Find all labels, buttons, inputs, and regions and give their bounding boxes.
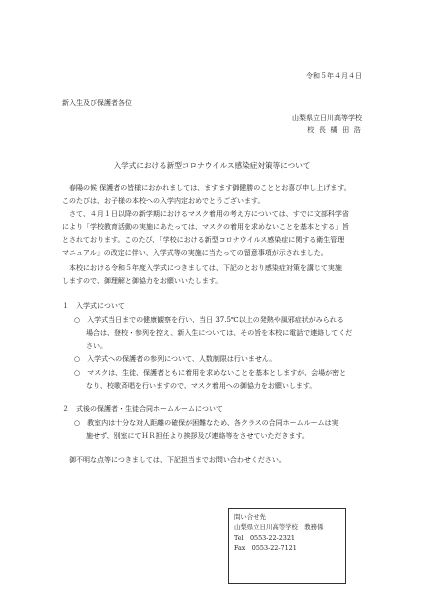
section1-item-line: なり、校歌斉唱を行いますので、マスク着用への御協力をお願いします。 <box>86 382 317 390</box>
addressee: 新入生及び保護者各位 <box>62 99 132 107</box>
section1-item-line: さい。 <box>86 342 107 350</box>
contact-box <box>228 508 346 584</box>
section2-item-line: 施せず、別室にてＨＲ担任より挨拶及び連絡等をさせていただきます。 <box>86 432 309 440</box>
closing-line: 御不明な点等につきましては、下記担当までお問い合わせください。 <box>62 456 286 464</box>
contact-tel: Tel 0553-22-2321 <box>234 533 295 542</box>
section1-item-line: ○ 入学式への保護者の参列について、人数制限は行いません。 <box>74 355 277 363</box>
contact-title: 問い合せ先 <box>234 513 266 521</box>
document-date: 令和５年４月４日 <box>306 72 362 80</box>
body-line: しますので、御理解と御協力をお願いいたします。 <box>62 277 223 285</box>
body-line: さて、４月１日以降の新学期におけるマスク着用の考え方については、すでに文部科学省 <box>62 210 349 218</box>
section-heading-2: ２ 式後の保護者・生徒合同ホームルームについて <box>62 405 223 413</box>
section1-item-line: ○ マスクは、生徒、保護者ともに着用を求めないことを基本としますが、会場が密と <box>74 369 347 377</box>
section2-item-line: ○ 教室内は十分な対人距離の確保が困難なため、各クラスの合同ホームルームは実 <box>74 419 339 427</box>
body-line: マニュアル」の改定に伴い、入学式等の実施に当たっての留意事項が示されました。 <box>62 249 328 257</box>
body-line: とされております。このたび、「学校における新型コロナウイルス感染症に関する衛生管理 <box>62 236 345 244</box>
body-line: 本校における令和５年度入学式につきましては、下記のとおり感染症対策を講じて実施 <box>62 264 342 272</box>
body-line: 春陽の候 保護者の皆様におかれましては、ますます御健勝のこととお喜び申し上げます。 <box>62 184 351 192</box>
body-line: により「学校教育活動の実施にあたっては、マスクの着用を求めないことを基本とする」旨 <box>62 223 349 231</box>
contact-fax: Fax 0553-22-7121 <box>234 544 297 553</box>
contact-org: 山梨県立日川高等学校 教務係 <box>234 523 324 532</box>
section-heading-1: １ 入学式について <box>62 302 125 310</box>
body-line: このたびは、お子様の本校への入学内定おめでとうございます。 <box>62 197 265 205</box>
school-name: 山梨県立日川高等学校 <box>292 114 362 122</box>
section1-item-line: ○ 入学式当日までの健康観察を行い、当日 37.5℃以上の発熱や風邪症状がみられる <box>74 316 344 324</box>
document-title: 入学式における新型コロナウイルス感染症対策等について <box>113 161 311 170</box>
principal-name: 校 長 橘 田 浩 <box>307 126 362 134</box>
section1-item-line: 場合は、登校・参列を控え、新入生については、その旨を本校に電話で連絡してくだ <box>86 329 353 337</box>
